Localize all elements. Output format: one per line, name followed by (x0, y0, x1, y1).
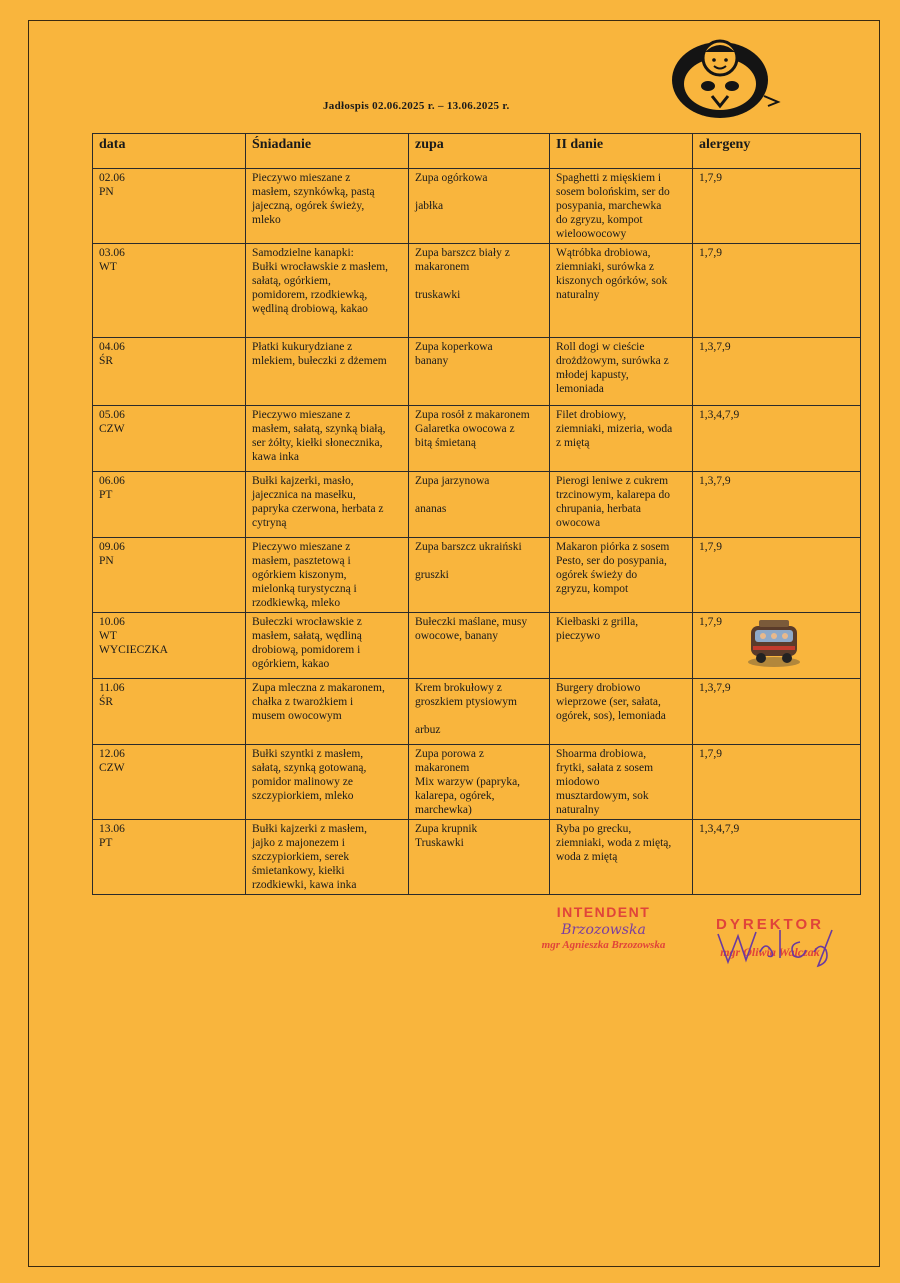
cell-line: masłem, sałatą, wędliną (252, 630, 362, 642)
cell-line: 05.06 (99, 409, 125, 421)
cell-line: Płatki kukurydziane z (252, 341, 353, 353)
cell-line: papryka czerwona, herbata z (252, 503, 384, 515)
data-cell (93, 679, 246, 745)
cell-line: posypania, marchewka (556, 200, 662, 212)
cell-line: naturalny (556, 804, 600, 816)
cell-line: z miętą (556, 437, 590, 449)
cell-line: Kiełbaski z grilla, (556, 616, 639, 628)
cell-line: masłem, pasztetową i (252, 555, 351, 567)
cell-line: PN (99, 186, 114, 198)
intendent-signature: Brzozowska (561, 922, 646, 938)
cell-line: trzcinowym, kalarepa do (556, 489, 670, 501)
table-row (93, 472, 861, 538)
table-row (93, 169, 861, 244)
cell-line: 13.06 (99, 823, 125, 835)
breakfast-cell (246, 244, 409, 338)
cell-line: pomidor malinowy ze (252, 776, 353, 788)
table-row (93, 679, 861, 745)
cell-line: WYCIECZKA (99, 644, 168, 656)
cell-line: Bułki kajzerki, masło, (252, 475, 354, 487)
cell-line: pomidorem, rzodkiewką, (252, 289, 368, 301)
cell-line: sałatą, szynką gotowaną, (252, 762, 367, 774)
allergens-cell (693, 244, 861, 338)
soup-cell (409, 406, 550, 472)
cell-line: 1,3,7,9 (699, 475, 731, 487)
soup-cell (409, 338, 550, 406)
cell-line: pieczywo (556, 630, 601, 642)
breakfast-cell (246, 679, 409, 745)
cell-line: Bułeczki wrocławskie z (252, 616, 362, 628)
cell-line (415, 709, 543, 723)
cell-line: 10.06 (99, 616, 125, 628)
cell-line: jabłka (415, 200, 444, 212)
main-course-cell (550, 244, 693, 338)
table-row (93, 244, 861, 338)
table-row (93, 406, 861, 472)
data-cell (93, 169, 246, 244)
cell-line: chrupania, herbata (556, 503, 641, 515)
cell-line: rzodkiewki, kawa inka (252, 879, 357, 891)
cell-line: miodowo (556, 776, 600, 788)
cell-line: Zupa koperkowa (415, 341, 493, 353)
cell-line: jajecznica na masełku, (252, 489, 356, 501)
cell-line: kawa inka (252, 451, 299, 463)
cell-line: ziemniaki, mizeria, woda (556, 423, 673, 435)
allergens-cell (693, 472, 861, 538)
cell-line: rzodkiewką, mleko (252, 597, 341, 609)
cell-line: musztardowym, sok (556, 790, 649, 802)
cell-line: makaronem (415, 762, 470, 774)
soup-cell (409, 244, 550, 338)
cell-line: WT (99, 630, 117, 642)
cell-line: Krem brokułowy z (415, 682, 502, 694)
cell-line: drożdżowym, surówka z (556, 355, 669, 367)
cell-line: Zupa mleczna z makaronem, (252, 682, 385, 694)
cell-line: wędliną drobiową, kakao (252, 303, 368, 315)
cell-line: Bułki szyntki z masłem, (252, 748, 364, 760)
main-course-cell (550, 472, 693, 538)
main-course-cell (550, 613, 693, 679)
cell-line: owocowe, banany (415, 630, 499, 642)
cell-line: 1,7,9 (699, 541, 722, 553)
cell-line: 02.06 (99, 172, 125, 184)
cell-line: 04.06 (99, 341, 125, 353)
cell-line: Pesto, ser do posypania, (556, 555, 667, 567)
kindergarten-logo-icon (668, 30, 786, 122)
cell-line: Zupa porowa z (415, 748, 484, 760)
allergens-cell (693, 406, 861, 472)
cell-line: mleko (252, 214, 281, 226)
cell-line: truskawki (415, 289, 461, 301)
cell-line: 09.06 (99, 541, 125, 553)
cell-line: marchewka) (415, 804, 472, 816)
cell-line: masłem, szynkówką, pastą (252, 186, 375, 198)
cell-line: 1,7,9 (699, 616, 722, 628)
cell-line: naturalny (556, 289, 600, 301)
cell-line: 1,3,7,9 (699, 682, 731, 694)
cell-line: ŚR (99, 696, 114, 708)
cell-line: ziemniaki, surówka z (556, 261, 655, 273)
cell-line: Pieczywo mieszane z (252, 172, 351, 184)
main-course-cell (550, 745, 693, 820)
cell-line: Pierogi leniwe z cukrem (556, 475, 669, 487)
cell-line: PT (99, 489, 113, 501)
breakfast-cell (246, 538, 409, 613)
data-cell (93, 820, 246, 895)
breakfast-cell (246, 338, 409, 406)
cell-line: CZW (99, 423, 125, 435)
cell-line: Spaghetti z mięskiem i (556, 172, 662, 184)
allergens-cell (693, 745, 861, 820)
cell-line: 1,7,9 (699, 172, 722, 184)
cell-line: 1,3,4,7,9 (699, 409, 740, 421)
data-cell (93, 406, 246, 472)
cell-line: Bułki kajzerki z masłem, (252, 823, 367, 835)
cell-line: bitą śmietaną (415, 437, 476, 449)
main-course-cell (550, 538, 693, 613)
cell-line: 1,3,4,7,9 (699, 823, 740, 835)
header-soup: zupa (409, 134, 550, 169)
cell-line: ŚR (99, 355, 114, 367)
cell-line: frytki, sałata z sosem (556, 762, 654, 774)
main-course-cell (550, 169, 693, 244)
data-cell (93, 472, 246, 538)
cell-line: 1,7,9 (699, 748, 722, 760)
cell-line: zgryzu, kompot (556, 583, 629, 595)
cell-line: kalarepa, ogórek, (415, 790, 495, 802)
main-course-cell (550, 679, 693, 745)
cell-line: Shoarma drobiowa, (556, 748, 647, 760)
cell-line: do zgryzu, kompot (556, 214, 643, 226)
menu-table-body (93, 169, 861, 895)
page-title: Jadłospis 02.06.2025 r. – 13.06.2025 r. (323, 100, 510, 112)
header-allergens: alergeny (693, 134, 861, 169)
cell-line: Zupa rosół z makaronem (415, 409, 530, 421)
cell-line: owocowa (556, 517, 601, 529)
cell-line: ogórkiem, kakao (252, 658, 330, 670)
cell-line: WT (99, 261, 117, 273)
intendent-name: mgr Agnieszka Brzozowska (541, 939, 666, 951)
cell-line: kiszonych ogórków, sok (556, 275, 668, 287)
cell-line: chałka z twarożkiem i (252, 696, 354, 708)
director-signature-icon (710, 922, 840, 972)
cell-line: Makaron piórka z sosem (556, 541, 670, 553)
breakfast-cell (246, 472, 409, 538)
cell-line (415, 488, 543, 502)
director-name: mgr Oliwia Walczak (720, 945, 820, 959)
cell-line: gruszki (415, 569, 449, 581)
cell-line: Zupa barszcz ukraiński (415, 541, 522, 553)
breakfast-cell (246, 406, 409, 472)
allergens-cell (693, 538, 861, 613)
header-breakfast: Śniadanie (246, 134, 409, 169)
cell-line: ogórkiem kiszonym, (252, 569, 347, 581)
cell-line: wieprzowe (ser, sałata, (556, 696, 661, 708)
cell-line: drobiową, pomidorem i (252, 644, 361, 656)
allergens-cell (693, 338, 861, 406)
cell-line: PN (99, 555, 114, 567)
cell-line: Ryba po grecku, (556, 823, 632, 835)
cell-line: 1,3,7,9 (699, 341, 731, 353)
cell-line: arbuz (415, 724, 441, 736)
cell-line: Filet drobiowy, (556, 409, 627, 421)
table-row (93, 338, 861, 406)
cell-line: ziemniaki, woda z miętą, (556, 837, 672, 849)
cell-line: Wątróbka drobiowa, (556, 247, 651, 259)
cell-line: Truskawki (415, 837, 464, 849)
intendent-stamp (516, 904, 691, 951)
cell-line: 03.06 (99, 247, 125, 259)
allergens-cell (693, 820, 861, 895)
cell-line: wieloowocowy (556, 228, 627, 240)
data-cell (93, 613, 246, 679)
soup-cell (409, 169, 550, 244)
cell-line: 12.06 (99, 748, 125, 760)
cell-line: jajko z majonezem i (252, 837, 345, 849)
data-cell (93, 538, 246, 613)
table-row (93, 538, 861, 613)
header-date: data (93, 134, 246, 169)
cell-line: ananas (415, 503, 447, 515)
breakfast-cell (246, 745, 409, 820)
bus-illustration-icon (745, 612, 803, 670)
cell-line: Samodzielne kanapki: (252, 247, 354, 259)
cell-line: makaronem (415, 261, 470, 273)
table-header-row (93, 134, 861, 169)
cell-line: Mix warzyw (papryka, (415, 776, 521, 788)
cell-line: śmietankowy, kiełki (252, 865, 345, 877)
main-course-cell (550, 406, 693, 472)
cell-line: Zupa ogórkowa (415, 172, 488, 184)
cell-line: woda z miętą (556, 851, 618, 863)
soup-cell (409, 472, 550, 538)
main-course-cell (550, 338, 693, 406)
cell-line: mielonką turystyczną i (252, 583, 357, 595)
cell-line: sosem bolońskim, ser do (556, 186, 670, 198)
soup-cell (409, 679, 550, 745)
cell-line: ogórek, sos), lemoniada (556, 710, 666, 722)
cell-line: Zupa jarzynowa (415, 475, 490, 487)
cell-line: Zupa barszcz biały z (415, 247, 510, 259)
cell-line: sałatą, ogórkiem, (252, 275, 331, 287)
soup-cell (409, 538, 550, 613)
breakfast-cell (246, 613, 409, 679)
cell-line: Pieczywo mieszane z (252, 541, 351, 553)
data-cell (93, 745, 246, 820)
director-stamp (690, 916, 850, 960)
table-row (93, 745, 861, 820)
soup-cell (409, 820, 550, 895)
cell-line: Zupa krupnik (415, 823, 478, 835)
cell-line: 1,7,9 (699, 247, 722, 259)
cell-line: młodej kapusty, (556, 369, 629, 381)
intendent-role: INTENDENT (556, 904, 651, 920)
allergens-cell (693, 169, 861, 244)
cell-line: PT (99, 837, 113, 849)
allergens-cell (693, 679, 861, 745)
cell-line: 11.06 (99, 682, 125, 694)
cell-line: Galaretka owocowa z (415, 423, 515, 435)
cell-line: Bułeczki maślane, musy (415, 616, 528, 628)
cell-line: groszkiem ptysiowym (415, 696, 517, 708)
cell-line: CZW (99, 762, 125, 774)
cell-line: cytryną (252, 517, 287, 529)
cell-line: mlekiem, bułeczki z dżemem (252, 355, 387, 367)
cell-line: lemoniada (556, 383, 604, 395)
menu-table (92, 133, 861, 895)
cell-line: musem owocowym (252, 710, 342, 722)
cell-line: szczypiorkiem, mleko (252, 790, 354, 802)
cell-line (415, 554, 543, 568)
cell-line: masłem, sałatą, szynką białą, (252, 423, 386, 435)
cell-line: ogórek świeży do (556, 569, 638, 581)
soup-cell (409, 745, 550, 820)
cell-line: Roll dogi w cieście (556, 341, 645, 353)
director-role: DYREKTOR (716, 916, 824, 933)
cell-line: Bułki wrocławskie z masłem, (252, 261, 389, 273)
data-cell (93, 338, 246, 406)
cell-line: banany (415, 355, 449, 367)
cell-line: 06.06 (99, 475, 125, 487)
cell-line: Pieczywo mieszane z (252, 409, 351, 421)
breakfast-cell (246, 820, 409, 895)
main-course-cell (550, 820, 693, 895)
table-row (93, 820, 861, 895)
cell-line (415, 274, 543, 288)
cell-line (415, 185, 543, 199)
data-cell (93, 244, 246, 338)
cell-line: ser żółty, kiełki słonecznika, (252, 437, 383, 449)
cell-line: Burgery drobiowo (556, 682, 641, 694)
cell-line: jajeczną, ogórek świeży, (252, 200, 365, 212)
cell-line: szczypiorkiem, serek (252, 851, 350, 863)
soup-cell (409, 613, 550, 679)
header-main-course: II danie (550, 134, 693, 169)
breakfast-cell (246, 169, 409, 244)
